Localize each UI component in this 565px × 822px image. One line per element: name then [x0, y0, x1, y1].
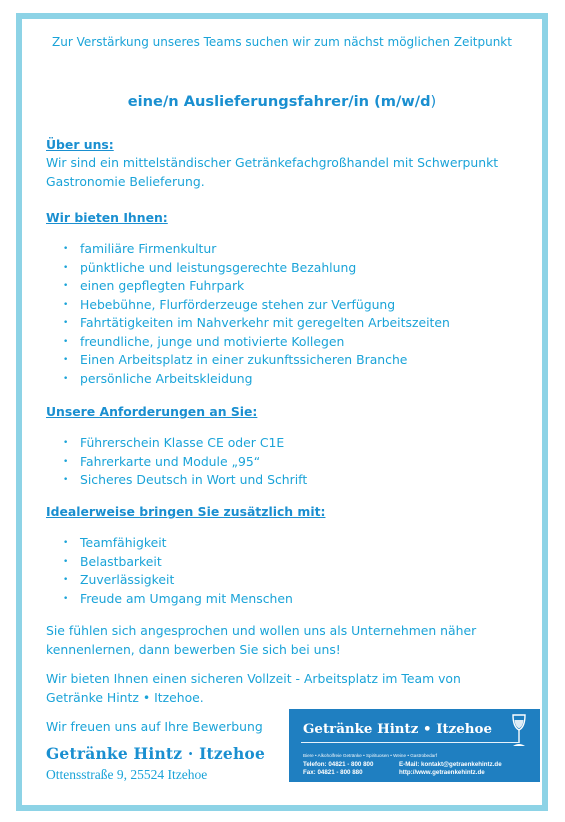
- list-item: • Hebebühne, Flurförderzeuge stehen zur Verfügung: [46, 296, 450, 315]
- closing-paragraph-2: Wir bieten Ihnen einen sicheren Vollzeit - Arbeitsplatz im Team von Getränke Hintz • Itzehoe.: [46, 671, 461, 705]
- list-item: • Sicheres Deutsch in Wort und Schrift: [46, 471, 307, 490]
- list-item: • Führerschein Klasse CE oder C1E: [46, 434, 307, 453]
- logo-phone-fax: [303, 761, 373, 777]
- list-item: • freundliche, junge und motivierte Kollegen: [46, 333, 450, 352]
- list-item: • Zuverlässigkeit: [46, 571, 293, 590]
- list-item: • Teamfähigkeit: [46, 534, 293, 553]
- job-title: [40, 93, 524, 112]
- ideal-list: [46, 534, 293, 608]
- list-item: • Fahrtätigkeiten im Nahverkehr mit geregelten Arbeitszeiten: [46, 314, 450, 333]
- closing-paragraph-3: Wir freuen uns auf Ihre Bewerbung: [46, 719, 263, 734]
- company-name: Getränke Hintz · Itzehoe: [46, 744, 266, 763]
- logo-email: E-Mail: kontakt@getraenkehintz.de: [399, 761, 502, 768]
- offer-heading: Wir bieten Ihnen:: [46, 210, 168, 225]
- job-title-text: eine/n Auslieferungsfahrer/in (m/w/d: [127, 93, 431, 110]
- about-heading: Über uns:: [46, 137, 114, 152]
- list-item: • pünktliche und leistungsgerechte Bezahlung: [46, 259, 450, 278]
- requirements-list: [46, 434, 307, 490]
- list-item: • Fahrerkarte und Module „95“: [46, 453, 307, 472]
- logo-fax: Fax: 04821 - 800 880: [303, 769, 363, 776]
- requirements-heading: Unsere Anforderungen an Sie:: [46, 404, 258, 419]
- logo-tagline: Biere • Alkoholfreie Getränke • Spirituosen • Weine • Gastrobedarf: [303, 753, 438, 758]
- job-title-paren: ): [430, 93, 437, 110]
- wine-glass-icon: [510, 713, 528, 749]
- logo-phone: Telefon: 04821 - 800 800: [303, 761, 374, 768]
- logo-web: http://www.getraenkehintz.de: [399, 769, 485, 776]
- closing-paragraph-1: Sie fühlen sich angesprochen und wollen uns als Unternehmen näher kennenlernen, dann bewerben Sie sich bei uns!: [46, 623, 477, 657]
- logo-email-web: [399, 761, 502, 777]
- list-item: • familiäre Firmenkultur: [46, 240, 450, 259]
- list-item: • Freude am Umgang mit Menschen: [46, 590, 293, 609]
- list-item: • einen gepflegten Fuhrpark: [46, 277, 450, 296]
- list-item: • Belastbarkeit: [46, 553, 293, 572]
- list-item: • Einen Arbeitsplatz in einer zukunftssicheren Branche: [46, 351, 450, 370]
- company-logo: [289, 709, 540, 782]
- logo-name: Getränke Hintz • Itzehoe: [303, 721, 492, 737]
- poster-frame: [16, 13, 548, 811]
- list-item: • persönliche Arbeitskleidung: [46, 370, 450, 389]
- logo-divider: [301, 742, 519, 743]
- intro-text: Zur Verstärkung unseres Teams suchen wir zum nächst möglichen Zeitpunkt: [52, 35, 512, 49]
- about-text: Wir sind ein mittelständischer Getränkefachgroßhandel mit Schwerpunkt Gastronomie Belieferung.: [46, 155, 499, 189]
- company-address: Ottensstraße 9, 25524 Itzehoe: [46, 767, 208, 782]
- offer-list: [46, 240, 450, 388]
- ideal-heading: Idealerweise bringen Sie zusätzlich mit:: [46, 504, 326, 519]
